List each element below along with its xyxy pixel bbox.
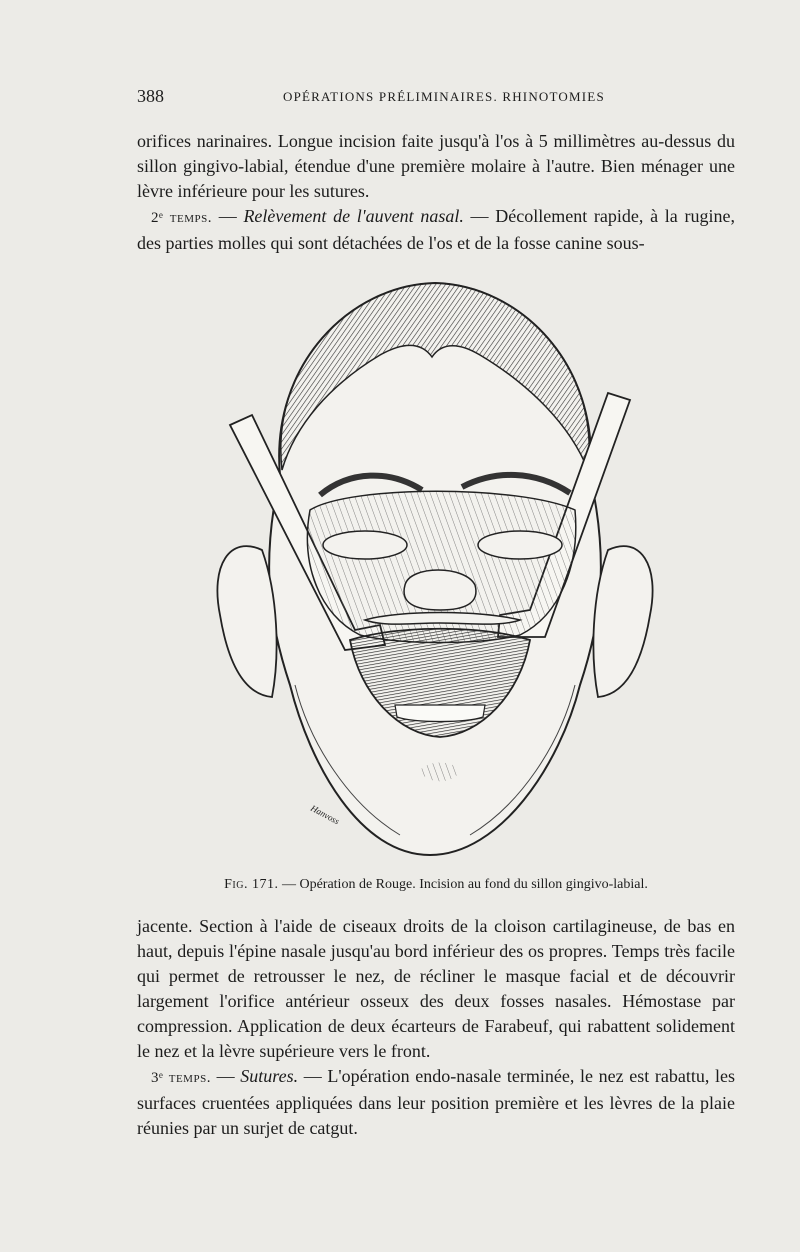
page-header <box>137 86 735 108</box>
page-number: 388 <box>137 86 164 106</box>
nose <box>404 570 476 610</box>
left-ear <box>217 546 276 697</box>
teeth <box>395 705 485 722</box>
step-2-text: — Décollement rapide, à la rugine, des parties molles qui sont détachées de l'os et de la fosse canine sous- <box>137 206 735 253</box>
step-3-label: 3ᵉ temps. <box>151 1070 211 1086</box>
step-3-title: Sutures. <box>240 1066 299 1086</box>
figure-caption <box>137 877 735 893</box>
right-ear <box>593 546 652 697</box>
face-engraving <box>200 265 660 865</box>
left-eye <box>323 531 407 559</box>
engraver-signature: Hanvoss <box>309 802 342 827</box>
running-title: OPÉRATIONS PRÉLIMINAIRES. RHINOTOMIES <box>283 89 605 104</box>
text-block-top <box>137 129 735 256</box>
text-block-bottom <box>137 914 735 1141</box>
step-3-dash: — <box>210 1066 241 1086</box>
paragraph-section: jacente. Section à l'aide de ciseaux droits de la cloison cartilagineuse, de bas en haut, depuis l'épine nasale jusqu'au bord inférieur des os propres. Temps très facile qui permet de retrousser le nez, de récliner le masque facial et de découvrir largement l'orifice antérieur osseux des deux fosses nasales. Hémostase par compression. Application de deux écarteurs de Farabeuf, qui rabattent solidement le nez et la lèvre supérieure vers le front. <box>137 916 735 1061</box>
caption-label: Fig. 171. <box>224 877 279 892</box>
paragraph-step-3 <box>137 1064 735 1141</box>
step-2-dash: — <box>212 206 244 226</box>
step-2-title: Relèvement de l'auvent nasal. <box>243 206 464 226</box>
step-3-text: — L'opération endo-nasale terminée, le nez est rabattu, les surfaces cruentées appliquées dans leur position première et les lèvres de la plaie réunies par un surjet de catgut. <box>137 1066 735 1138</box>
caption-text: — Opération de Rouge. Incision au fond du sillon gingivo-labial. <box>278 877 648 892</box>
right-eye <box>478 531 562 559</box>
paragraph-step-2 <box>137 204 735 256</box>
paragraph-incision: orifices narinaires. Longue incision faite jusqu'à l'os à 5 millimètres au-dessus du sillon gingivo-labial, étendue d'une première molaire à l'autre. Bien ménager une lèvre inférieure pour les sutures. <box>137 131 735 201</box>
step-2-label: 2ᵉ temps. <box>151 210 213 226</box>
figure-illustration <box>200 265 660 865</box>
